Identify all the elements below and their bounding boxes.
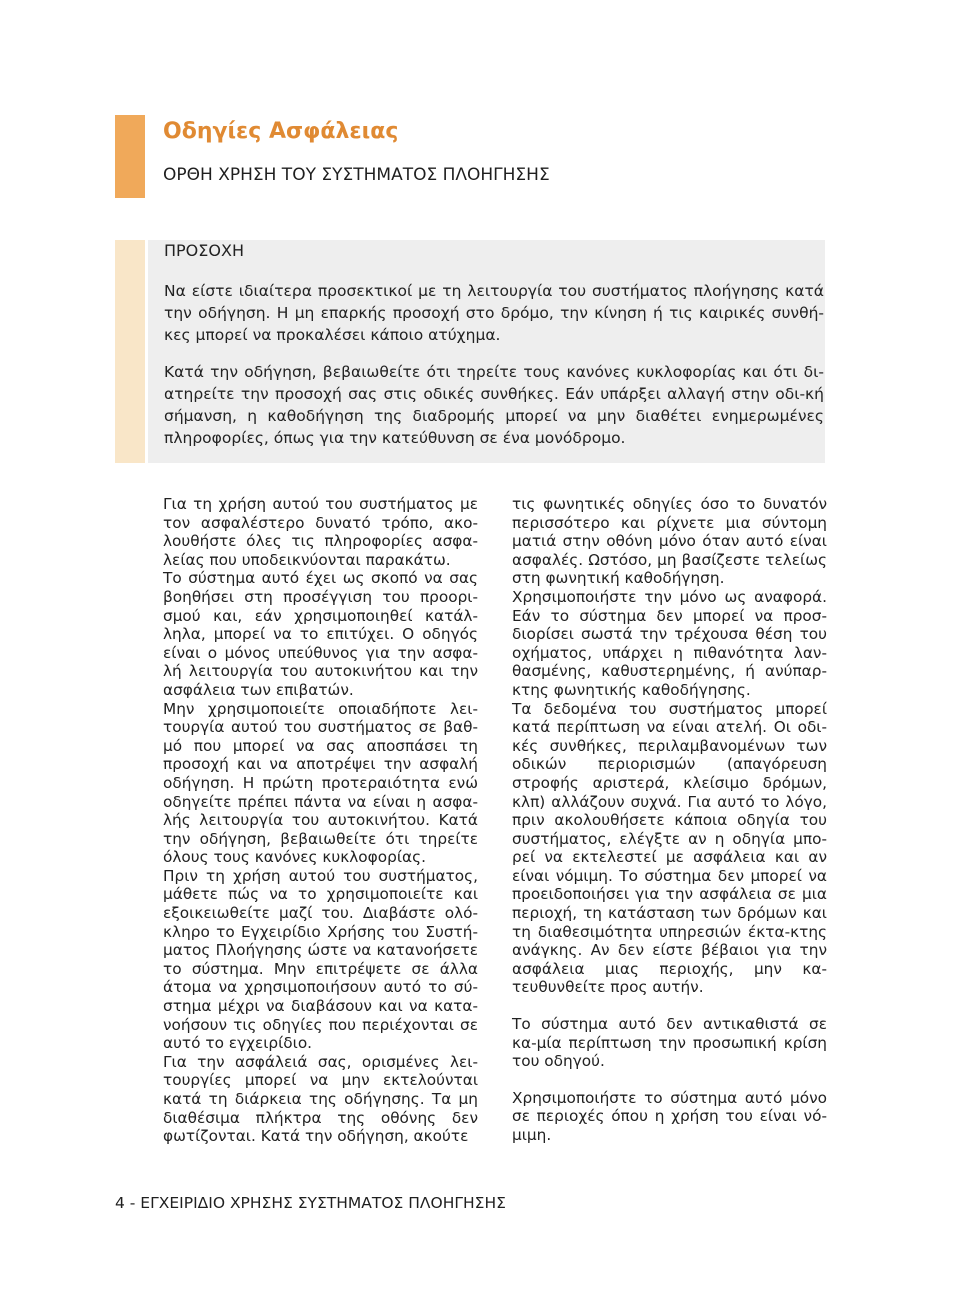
body-paragraph: Πριν τη χρήση αυτού του συστήματος, μάθετε πώς να το χρησιμοποιείτε και εξοικειωθείτε μαζί του. Διαβάστε ολό-κληρο το Εγχειρίδιο Χρήσης του Συστή-ματος Πλοήγησης ώστε να κατανοήσετε το σύστημα. Μην επιτρέψετε σε άλλα άτομα να χρησιμοποιήσουν αυτό το σύ-στημα μέχρι να διαβάσουν και να κατα-νοήσουν τις οδηγίες που περιέχονται σε αυτό το εγχειρίδιο. [163,866,478,1053]
page-title: Οδηγίες Ασφάλειας [163,119,399,144]
warning-heading: ΠΡΟΣΟΧΗ [164,241,244,260]
page-subtitle: ΟΡΘΗ ΧΡΗΣΗ ΤΟΥ ΣΥΣΤΗΜΑΤΟΣ ΠΛΟΗΓΗΣΗΣ [163,165,550,185]
warning-paragraph: Κατά την οδήγηση, βεβαιωθείτε ότι τηρείτε τους κανόνες κυκλοφορίας και ότι δι-ατηρείτε την προσοχή σας στις οδικές συνθήκες. Εάν υπάρξει αλλαγή στην οδι-κή σήμανση, η καθοδήγηση της διαδρομής μπορεί να μην διαθέτει ενημερωμένες πληροφορίες, όπως για την κατεύθυνση σε ένα μονόδρομο. [164,363,824,447]
body-paragraph: Το σύστημα αυτό έχει ως σκοπό να σας βοηθήσει στη προσέγγιση του προορι-σμού και, εάν χρησιμοποιηθεί κατάλ-ληλα, μπορεί να το επιτύχει. Ο οδηγός είναι ο μόνος υπεύθυνος για την ασφα-λή λειτουργία του αυτοκινήτου και την ασφάλεια των επιβατών. [163,569,478,699]
left-column [163,495,478,1146]
warning-paragraph: Να είστε ιδιαίτερα προσεκτικοί με τη λειτουργία του συστήματος πλοήγησης κατά την οδήγηση. Η μη επαρκής προσοχή στο δρόμο, την κίνηση ή τις καιρικές συνθή-κες μπορεί να προκαλέσει κάποιο ατύχημα. [164,282,824,344]
header-accent-bar [115,115,145,198]
body-paragraph: τις φωνητικές οδηγίες όσο το δυνατόν περισσότερο και ρίχνετε μια σύντομη ματιά στην οθόνη μόνο όταν αυτό είναι ασφαλές. Ωστόσο, μη βασίζεστε τελείως στη φωνητική καθοδήγηση. [512,495,827,588]
body-paragraph: Χρησιμοποιήστε την μόνο ως αναφορά. Εάν το σύστημα δεν μπορεί να προσ-διορίσει σωστά την τρέχουσα θέση του οχήματος, υπάρχει η πιθανότητα λαν-θασμένης, καθυστερημένης, ή ανύπαρ-κτης φωνητικής καθοδήγησης. [512,587,827,699]
body-paragraph: Για την ασφάλειά σας, ορισμένες λει-τουργίες μπορεί να μην εκτελούνται κατά τη διάρκεια της οδήγησης. Τα μη διαθέσιμα πλήκτρα της οθόνης δεν φωτίζονται. Κατά την οδήγηση, ακούτε [163,1052,478,1146]
right-column [512,495,827,1145]
warning-accent-bar [115,240,145,463]
body-paragraph: Μην χρησιμοποιείτε οποιαδήποτε λει-τουργία αυτού του συστήματος σε βαθ-μό που μπορεί να σας αποσπάσει τη προσοχή και να αποτρέψει την ασφαλή οδήγηση. Η πρώτη προτεραιότητα ενώ οδηγείτε πρέπει πάντα να είναι η ασφα-λής λειτουργία του αυτοκινήτου. Κατά την οδήγηση, βεβαιωθείτε ότι τηρείτε όλους τους κανόνες κυκλοφορίας. [163,699,478,867]
page-footer: 4 - ΕΓΧΕΙΡΙΔΙΟ ΧΡΗΣΗΣ ΣΥΣΤΗΜΑΤΟΣ ΠΛΟΗΓΗΣΗΣ [115,1194,506,1212]
warning-box [148,240,825,463]
body-paragraph: Για τη χρήση αυτού του συστήματος με τον ασφαλέστερο δυνατό τρόπο, ακο-λουθήστε όλες τις πληροφορίες ασφα-λείας που υποδεικνύονται παρακάτω. [163,495,478,569]
body-paragraph: Χρησιμοποιήστε το σύστημα αυτό μόνο σε περιοχές όπου η χρήση του είναι νό-μιμη. [512,1088,827,1144]
body-paragraph: Το σύστημα αυτό δεν αντικαθιστά σε κα-μία περίπτωση την προσωπική κρίση του οδηγού. [512,1015,827,1071]
body-paragraph: Τα δεδομένα του συστήματος μπορεί κατά περίπτωση να είναι ατελή. Οι οδι-κές συνθήκες, περιλαμβανομένων των οδικών περιορισμών (απαγόρευση στροφής αριστερά, κλείσιμο δρόμων, κλπ) αλλάζουν συχνά. Για αυτό το λόγο, πριν ακολουθήσετε κάποια οδηγία του συστήματος, ελέγξτε αν η οδηγία μπο-ρεί να εκτελεστεί με ασφάλεια και αν είναι νόμιμη. Το σύστημα δεν μπορεί να προειδοποιήσει για την ασφάλεια σε μια περιοχή, τη κατάσταση των δρόμων και τη διαθεσιμότητα υπηρεσιών έκτα-κτης ανάγκης. Αν δεν είστε βέβαιοι για την ασφάλεια μιας περιοχής, μην κα-τευθυνθείτε προς αυτήν. [512,699,827,997]
